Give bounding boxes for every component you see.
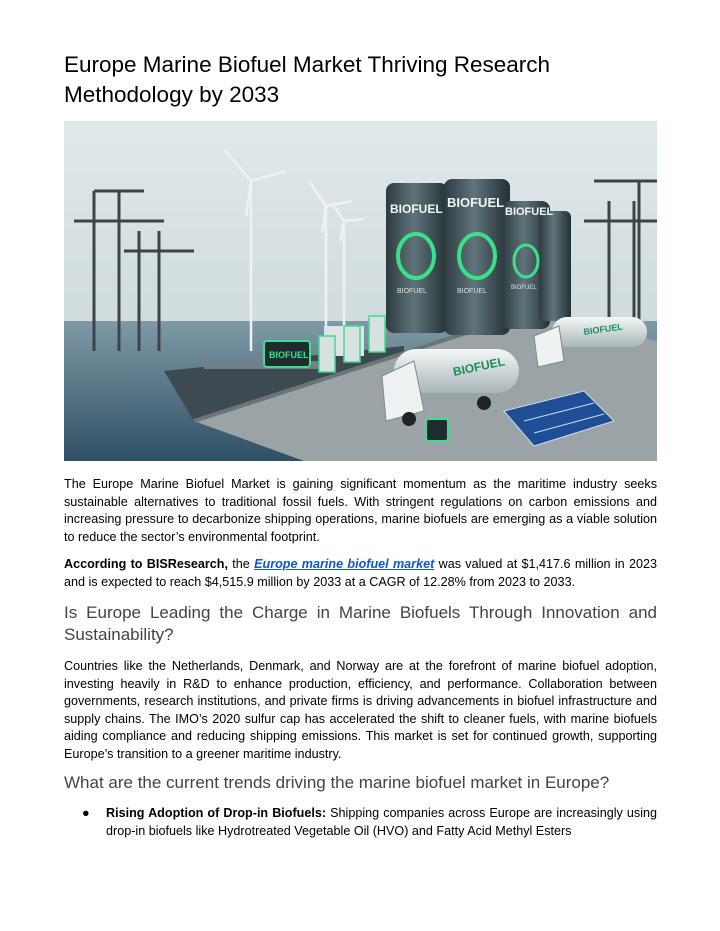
market-report-link[interactable]: Europe marine biofuel market xyxy=(254,557,435,571)
innovation-paragraph: Countries like the Netherlands, Denmark, and Norway are at the forefront of marine biofuel adoption, investing heavily in R&D to enhance production, efficiency, and performance. Collaboration between governments, research institutions, and private firms is driving advancements in biofuel infrastructure and supply chains. The IMO’s 2020 sulfur cap has accelerated the shift to cleaner fuels, with marine biofuels aiding compliance and reducing shipping emissions. This market is set for continued growth, supporting Europe’s transition to a greener maritime industry. xyxy=(64,659,657,761)
source-label: According to BISResearch, xyxy=(64,557,228,571)
hero-image xyxy=(64,121,657,461)
truck2-label: BIOFUEL xyxy=(582,321,624,337)
tank-sub-label: BIOFUEL xyxy=(397,288,427,295)
tank-label: BIOFUEL xyxy=(447,195,505,210)
page-title: Europe Marine Biofuel Market Thriving Research Methodology by 2033 xyxy=(64,52,551,107)
tank-label: BIOFUEL xyxy=(390,202,443,216)
tank-sub-label: BIOFUEL xyxy=(511,285,537,291)
list-item-text: Shipping companies across Europe are increasingly using drop-in biofuels like Hydrotreated Vegetable Oil (HVO) and Fatty Acid Methyl Esters xyxy=(106,806,657,838)
market-figures-text: was valued at $1,417.6 million in 2023 and is expected to reach $4,515.9 million by 2033 at a CAGR of 12.28% from 2023 to 2033. xyxy=(64,557,657,589)
list-item-label: Rising Adoption of Drop-in Biofuels: xyxy=(106,806,327,820)
section-heading-trends: What are the current trends driving the marine biofuel market in Europe? xyxy=(64,773,610,792)
tank-label: BIOFUEL xyxy=(505,206,554,218)
trends-list xyxy=(64,805,657,840)
recycle-sign xyxy=(426,419,448,441)
truck-label: BIOFUEL xyxy=(451,354,507,379)
intro-paragraph: The Europe Marine Biofuel Market is gaining significant momentum as the maritime industry seeks sustainable alternatives to traditional fossil fuels. With stringent regulations on carbon emissions and increasing pressure to decarbonize shipping operations, marine biofuels are emerging as a viable solution to reduce the sector’s environmental footprint. xyxy=(64,477,657,544)
list-item xyxy=(64,805,657,840)
biofuel-sign-label: BIOFUEL xyxy=(269,350,309,360)
market-size-paragraph xyxy=(64,556,657,591)
section-heading-innovation: Is Europe Leading the Charge in Marine Biofuels Through Innovation and Sustainability? xyxy=(64,603,657,644)
connector-text: the xyxy=(227,557,255,571)
bullet-marker: ● xyxy=(82,806,90,820)
tank-sub-label: BIOFUEL xyxy=(457,288,487,295)
